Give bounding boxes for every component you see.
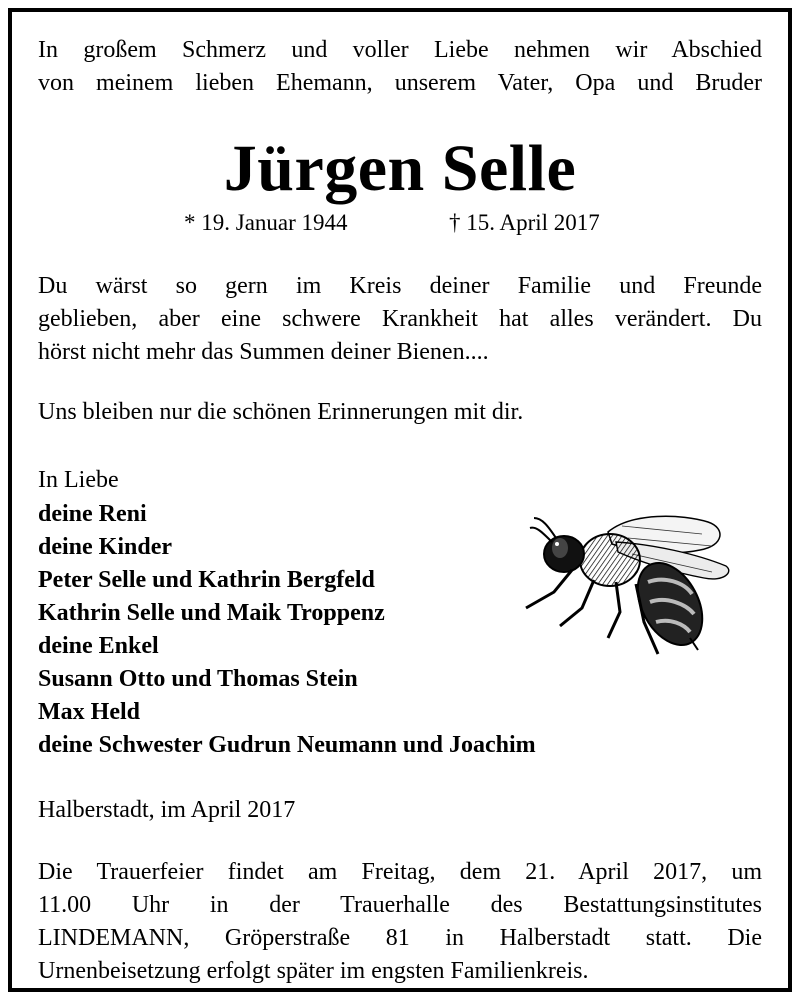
- intro-line-1: In großem Schmerz und voller Liebe nehmen wir Abschied: [38, 37, 762, 63]
- death-date: † 15. April 2017: [449, 210, 600, 235]
- funeral-info-line-2: 11.00 Uhr in der Trauerhalle des Bestattungsinstitutes: [38, 892, 762, 918]
- verse-line-3: hörst nicht mehr das Summen deiner Bienen....: [38, 339, 489, 365]
- obituary-content: [12, 12, 788, 988]
- mourner-line: deine Reni: [38, 501, 147, 527]
- birth-date: * 19. Januar 1944: [184, 210, 348, 235]
- mourner-line: Max Held: [38, 699, 140, 725]
- deceased-name: Jürgen Selle: [223, 132, 577, 205]
- mourner-line: deine Schwester Gudrun Neumann und Joachim: [38, 732, 536, 758]
- mourner-line: deine Enkel: [38, 633, 159, 659]
- bee-icon: [512, 504, 736, 674]
- intro-line-2: von meinem lieben Ehemann, unserem Vater, Opa und Bruder: [38, 70, 762, 96]
- memory-line: Uns bleiben nur die schönen Erinnerungen mit dir.: [38, 399, 524, 425]
- funeral-info-line-1: Die Trauerfeier findet am Freitag, dem 21. April 2017, um: [38, 859, 762, 885]
- mourner-line: Kathrin Selle und Maik Troppenz: [38, 600, 385, 626]
- mourners-intro: In Liebe: [38, 467, 119, 493]
- mourner-line: deine Kinder: [38, 534, 173, 560]
- mourner-line: Susann Otto und Thomas Stein: [38, 666, 358, 692]
- verse-line-2: geblieben, aber eine schwere Krankheit hat alles verändert. Du: [38, 306, 762, 332]
- funeral-info-line-3: LINDEMANN, Gröperstraße 81 in Halberstadt statt. Die: [38, 925, 762, 951]
- verse-line-1: Du wärst so gern im Kreis deiner Familie und Freunde: [38, 273, 762, 299]
- funeral-info-line-4: Urnenbeisetzung erfolgt später im engsten Familienkreis.: [38, 958, 589, 984]
- place-date: Halberstadt, im April 2017: [38, 797, 296, 823]
- obituary-frame: [8, 8, 792, 992]
- mourner-line: Peter Selle und Kathrin Bergfeld: [38, 567, 375, 593]
